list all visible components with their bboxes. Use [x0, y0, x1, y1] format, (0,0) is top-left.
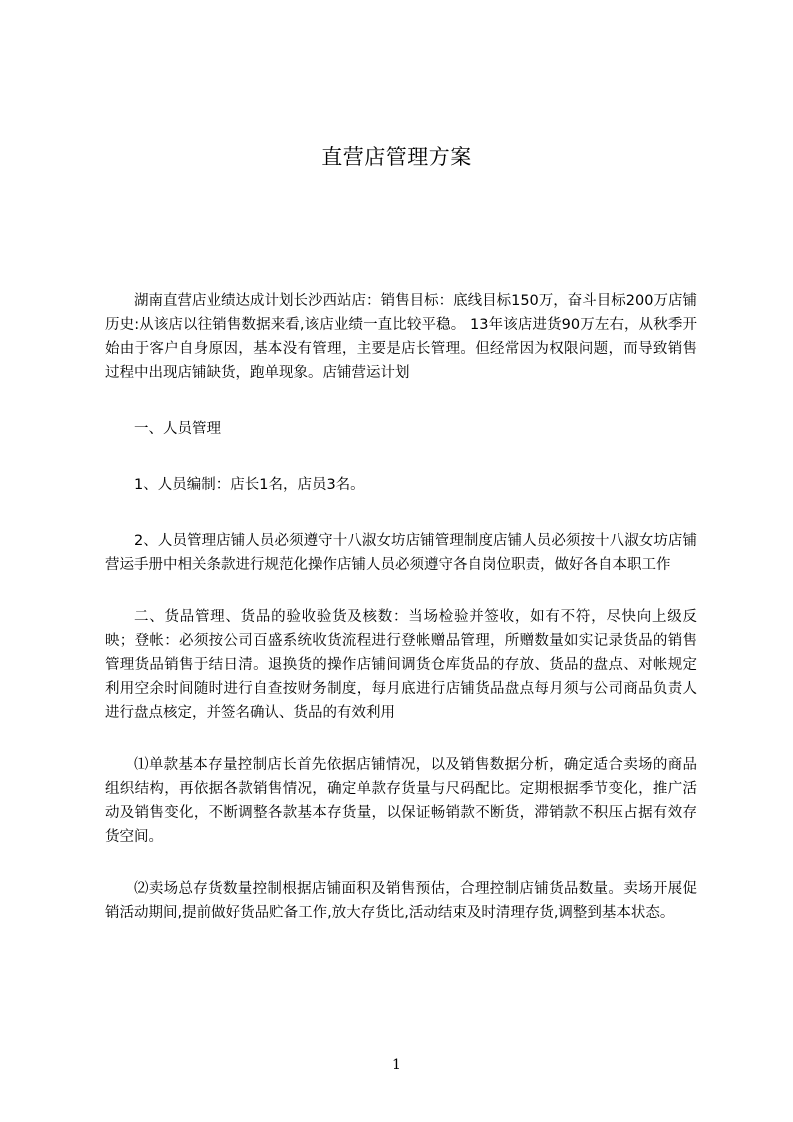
- paragraph-staffing: 1、人员编制：店长1名，店员3名。: [134, 477, 365, 493]
- paragraph-goods-management: 二、货品管理、货品的验收验货及核数：当场检验并签收，如有不符，尽快向上级反映；登帐：必须按公司百盛系统收货流程进行登帐赠品管理，所赠数量如实记录货品的销售管理货品销售于结日清。退换货的操作店铺间调货仓库货品的存放、货品的盘点、对帐规定利用空余时间随时进行自查按财务制度，每月底进行店铺货品盘点每月须与公司商品负责人进行盘点核定，并签名确认、货品的有效利用: [105, 609, 697, 721]
- document-title: 直营店管理方案: [321, 145, 472, 169]
- document-body: [105, 289, 697, 925]
- heading-personnel-management: 一、人员管理: [134, 421, 221, 437]
- page-number: 1: [392, 1057, 401, 1073]
- paragraph-personnel-rules: 2、人员管理店铺人员必须遵守十八淑女坊店铺管理制度店铺人员必须按十八淑女坊店铺营运手册中相关条款进行规范化操作店铺人员必须遵守各自岗位职责，做好各自本职工作: [105, 533, 697, 573]
- paragraph-single-item-stock: ⑴单款基本存量控制店长首先依据店铺情况，以及销售数据分析，确定适合卖场的商品组织结构，再依据各款销售情况，确定单款存货量与尺码配比。定期根据季节变化，推广活动及销售变化，不断调整各款基本存货量，以保证畅销款不断货，滞销款不积压占据有效存货空间。: [105, 757, 697, 845]
- paragraph-total-stock: ⑵卖场总存货数量控制根据店铺面积及销售预估，合理控制店铺货品数量。卖场开展促销活动期间,提前做好货品贮备工作,放大存货比,活动结束及时清理存货,调整到基本状态。: [105, 881, 697, 921]
- paragraph-sales-plan: 湖南直营店业绩达成计划长沙西站店：销售目标：底线目标150万，奋斗目标200万店铺历史:从该店以往销售数据来看,该店业绩一直比较平稳。 13年该店进货90万左右，从秋季开始由于客户自身原因，基本没有管理，主要是店长管理。但经常因为权限问题，而导致销售过程中出现店铺缺货，跑单现象。店铺营运计划: [105, 293, 697, 381]
